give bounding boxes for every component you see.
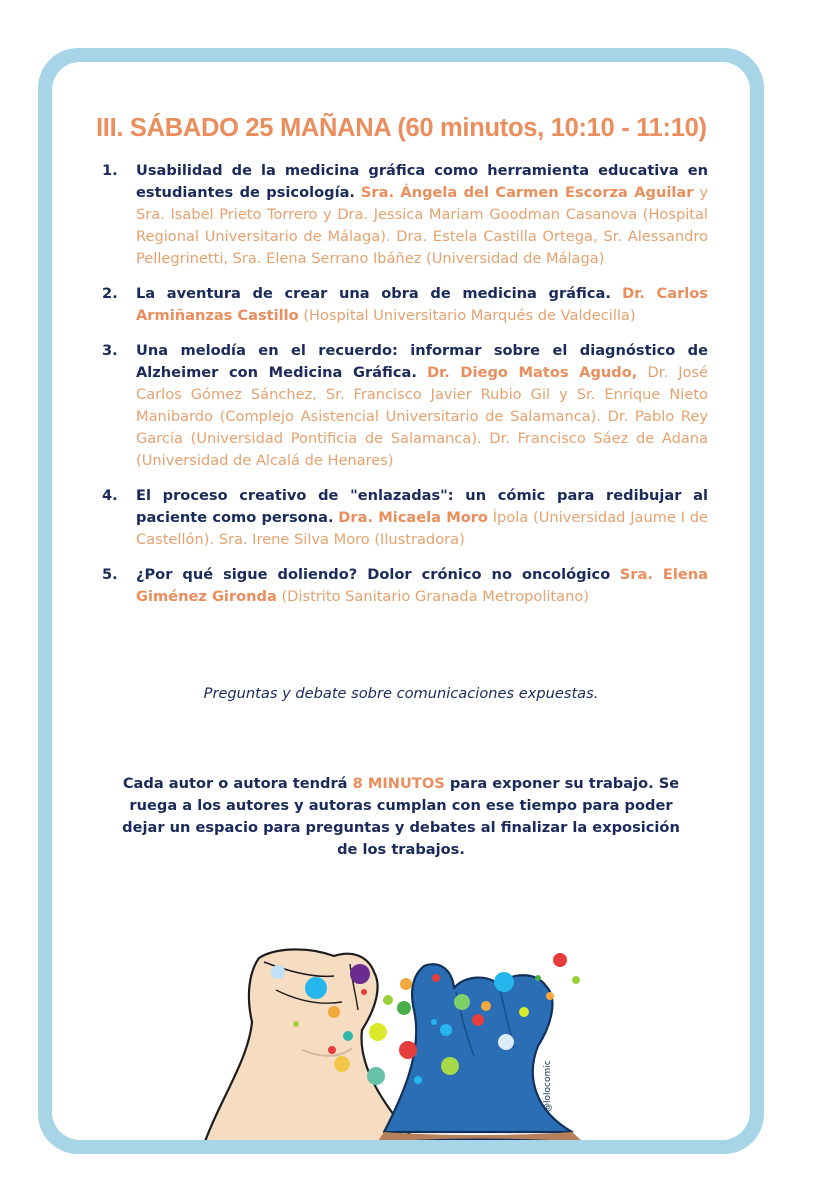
presentation-item	[102, 283, 708, 327]
confetti-dot	[432, 974, 440, 982]
session-title: III. SÁBADO 25 MAÑANA (60 minutos, 10:10 - 11:10)	[96, 114, 707, 142]
confetti-dot	[343, 1031, 353, 1041]
confetti-dot	[494, 972, 514, 992]
co-authors: (Distrito Sanitario Granada Metropolitano)	[281, 588, 589, 605]
item-number: 4.	[102, 487, 118, 504]
presentation-list	[102, 160, 708, 621]
main-author: Sra. Ángela del Carmen Escorza Aguilar	[360, 184, 694, 201]
confetti-dot	[472, 1014, 484, 1026]
confetti-dot	[498, 1034, 514, 1050]
item-number: 3.	[102, 342, 118, 359]
presentation-title: Usabilidad de la medicina gráfica como herramienta educativa en estudiantes de psicología.	[136, 162, 708, 201]
item-number: 1.	[102, 162, 118, 179]
co-authors: y Sra. Isabel Prieto Torrero y Dra. Jessica Mariam Goodman Casanova (Hospital Regional Universitario de Málaga). Dra. Estela Castilla Ortega, Sr. Alessandro Pellegrinetti, Sra. Elena Serrano Ibáñez (Universidad de Málaga)	[136, 184, 709, 267]
item-number: 2.	[102, 285, 118, 302]
time-notice	[112, 773, 690, 861]
confetti-dot	[440, 1024, 452, 1036]
time-highlight: 8 MINUTOS	[352, 774, 445, 792]
confetti-dot	[328, 1006, 340, 1018]
presentation-item	[102, 485, 708, 551]
confetti-dot	[400, 978, 412, 990]
confetti-dot	[369, 1023, 387, 1041]
confetti-dot	[572, 976, 580, 984]
hands-illustration	[52, 880, 750, 1140]
main-author: Sra. Elena Giménez Gironda	[136, 566, 709, 605]
main-author: Dra. Micaela Moro	[338, 509, 488, 526]
confetti-dot	[553, 953, 567, 967]
notice-text-start: Cada autor o autora tendrá	[122, 774, 348, 792]
presentation-title: El proceso creativo de "enlazadas": un cómic para redibujar al paciente como persona.	[136, 487, 708, 526]
confetti-dot	[431, 1019, 437, 1025]
main-author: Dr. Carlos Armiñanzas Castillo	[136, 285, 708, 324]
co-authors: Dr. José Carlos Gómez Sánchez, Sr. Francisco Javier Rubio Gil y Sr. Enrique Nieto Manibardo (Complejo Asistencial Universitario de Salamanca). Dr. Pablo Rey García (Universidad Pontificia de Salamanca). Dr. Francisco Sáez de Adana (Universidad de Alcalá de Henares)	[136, 364, 709, 469]
presentation-item	[102, 340, 708, 472]
confetti-dot	[546, 992, 554, 1000]
confetti-dot	[519, 1007, 529, 1017]
confetti-dot	[293, 1021, 299, 1027]
presentation-item	[102, 160, 708, 270]
confetti-dot	[441, 1057, 459, 1075]
presentation-item	[102, 564, 708, 608]
confetti-dot	[481, 1001, 491, 1011]
debate-note: Preguntas y debate sobre comunicaciones expuestas.	[203, 684, 599, 702]
artist-signature: @lolocomic	[543, 1060, 553, 1112]
confetti-dot	[271, 965, 285, 979]
confetti-dot	[454, 994, 470, 1010]
presentation-title: Una melodía en el recuerdo: informar sobre el diagnóstico de Alzheimer con Medicina Gráfica.	[136, 342, 708, 381]
co-authors: Ípola (Universidad Jaume I de Castellón). Sra. Irene Silva Moro (Ilustradora)	[136, 509, 709, 548]
confetti-dot	[414, 1076, 422, 1084]
confetti-dot	[350, 964, 370, 984]
co-authors: (Hospital Universitario Marqués de Valdecilla)	[303, 307, 636, 324]
main-author: Dr. Diego Matos Agudo,	[427, 364, 638, 381]
presentation-title: La aventura de crear una obra de medicina gráfica.	[136, 285, 611, 302]
item-number: 5.	[102, 566, 118, 583]
confetti-dot	[367, 1067, 385, 1085]
program-card	[52, 62, 750, 1140]
presentation-title: ¿Por qué sigue doliendo? Dolor crónico no oncológico	[136, 566, 611, 583]
confetti-dot	[334, 1056, 350, 1072]
confetti-dot	[361, 989, 367, 995]
notice-text-end: para exponer su trabajo. Se ruega a los autores y autoras cumplan con ese tiempo para poder dejar un espacio para preguntas y debates al finalizar la exposición de los trabajos.	[122, 774, 680, 858]
confetti-dot	[397, 1001, 411, 1015]
confetti-dot	[328, 1046, 336, 1054]
confetti-dot	[535, 975, 541, 981]
confetti-dot	[305, 977, 327, 999]
confetti-dot	[399, 1041, 417, 1059]
confetti-dot	[383, 995, 393, 1005]
